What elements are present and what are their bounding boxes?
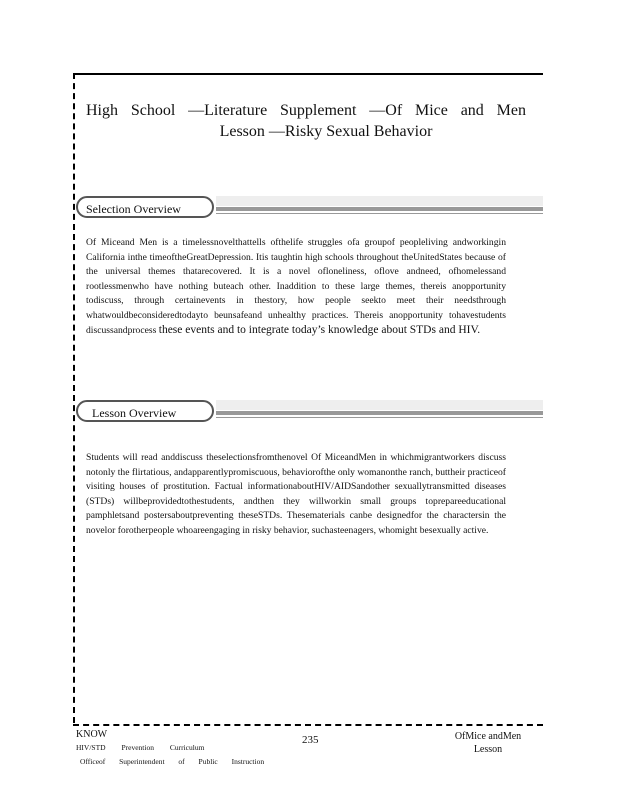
lesson-overview-text [86, 451, 506, 538]
section-heading: Lesson Overview [76, 400, 214, 422]
title-word: —Of [369, 102, 403, 119]
footer-curriculum: HIV/STD Prevention Curriculum [76, 743, 205, 752]
header-rule [216, 411, 543, 415]
bottom-dashed-border [73, 724, 543, 726]
header-rule-thin [216, 213, 543, 214]
footer-know: KNOW [76, 729, 108, 740]
title-word: and [460, 102, 484, 119]
footer-lesson-line-1: OfMice andMen [454, 731, 522, 742]
title-line-2: Lesson —Risky Sexual Behavior [219, 123, 433, 140]
header-rule [216, 207, 543, 211]
left-dashed-border [73, 73, 75, 723]
footer-office: Officeof Superintendent of Public Instruction [80, 757, 265, 766]
title-word: —Literature [188, 102, 268, 119]
title-word: High [86, 102, 118, 119]
paragraph-text: Of Miceand Men is a timelessnovelthattells ofthelife struggles ofa groupof peopleliving andworkingin California inthe timeoftheGreatDepression. Itis taughtin high schools throughout theUnitedStates because of the universal themes thatarecovered. It is a novel ofloneliness, oflove andneed, ofhomelessand rootlessmenwho have nothing buteach other. Inaddition to these large themes, thereis anopportunity todiscuss, through certainevents in thestory, how people seekto meet their needsthrough whatwouldbeconsideredtodayto beunsafeand unhealthy practices. Thereis anopportunity tohavestudents discussandprocess [86, 237, 506, 336]
selection-overview-text [86, 236, 506, 339]
footer-lesson-line-2: Lesson [473, 744, 503, 755]
header-shade [216, 196, 543, 206]
page-title [86, 100, 526, 142]
lesson-overview-header [76, 400, 543, 426]
header-shade [216, 400, 543, 410]
selection-overview-header [76, 196, 543, 222]
title-word: School [130, 102, 176, 119]
title-word: Men [496, 102, 526, 119]
page-number: 235 [302, 734, 319, 746]
header-rule-thin [216, 417, 543, 418]
footer-lesson-title [438, 730, 538, 756]
title-word: Supplement [280, 102, 357, 119]
paragraph-text: Students will read anddiscuss theselectionsfromthenovel Of MiceandMen in whichmigrantworkers discuss notonly the flirtatious, andapparentlypromiscuous, behaviorofthe only womanonthe ranch, buttheir practiceof visiting houses of prostitution. Factual informationaboutHIV/AIDSandother sexuallytransmitted diseases (STDs) willbeprovidedtothestudents, andthen they willworkin small groups toprepareeducational pamphletsand postersaboutpreventing theseSTDs. Thesematerials canbe designedfor the charactersin the novelor forotherpeople whoareengaging in risky behavior, suchasteenagers, whomight besexually active. [86, 452, 506, 536]
paragraph-text-emphasis: these events and to integrate today’s knowledge about STDs and HIV. [158, 324, 481, 336]
title-word: Mice [415, 102, 448, 119]
section-heading: Selection Overview [76, 196, 214, 218]
top-rule [73, 73, 543, 75]
title-line-1 [86, 100, 526, 121]
